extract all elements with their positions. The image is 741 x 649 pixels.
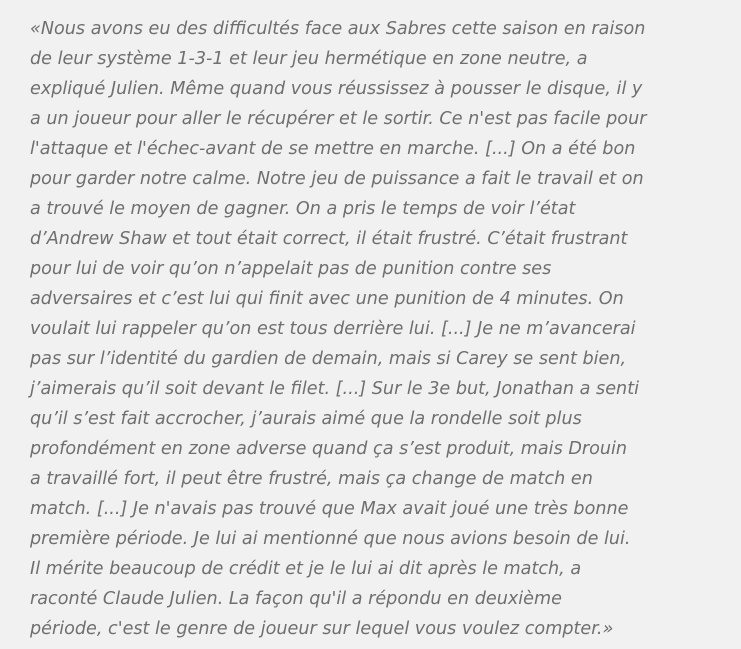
quote-line: pas sur l’identité du gardien de demain, mais si Carey se sent bien, — [30, 349, 627, 369]
quote-line: l'attaque et l'échec-avant de se mettre en marche. [...] On a été bon — [30, 139, 636, 159]
quote-line: de leur système 1-3-1 et leur jeu hermétique en zone neutre, a — [30, 49, 588, 69]
quote-line: première période. Je lui ai mentionné que nous avions besoin de lui. — [30, 529, 631, 549]
quote-block — [30, 14, 730, 644]
quote-line: pour garder notre calme. Notre jeu de puissance a fait le travail et on — [30, 169, 644, 189]
quote-line: match. [...] Je n'avais pas trouvé que Max avait joué une très bonne — [30, 499, 629, 519]
quote-line: a un joueur pour aller le récupérer et le sortir. Ce n'est pas facile pour — [30, 109, 647, 129]
quote-line: a travaillé fort, il peut être frustré, mais ça change de match en — [30, 469, 593, 489]
quote-line: qu’il s’est fait accrocher, j’aurais aimé que la rondelle soit plus — [30, 409, 582, 429]
quote-line: j’aimerais qu’il soit devant le filet. [...] Sur le 3e but, Jonathan a senti — [30, 379, 639, 399]
quote-line: voulait lui rappeler qu’on est tous derrière lui. [...] Je ne m’avancerai — [30, 319, 636, 339]
quote-line: pour lui de voir qu’on n’appelait pas de punition contre ses — [30, 259, 552, 279]
quote-line: profondément en zone adverse quand ça s’est produit, mais Drouin — [30, 439, 628, 459]
quote-line: raconté Claude Julien. La façon qu'il a répondu en deuxième — [30, 589, 562, 609]
quote-line: expliqué Julien. Même quand vous réussissez à pousser le disque, il y — [30, 79, 643, 99]
quote-line: Il mérite beaucoup de crédit et je le lui ai dit après le match, a — [30, 559, 582, 579]
quote-line: d’Andrew Shaw et tout était correct, il était frustré. C’était frustrant — [30, 229, 628, 249]
quote-line: a trouvé le moyen de gagner. On a pris le temps de voir l’état — [30, 199, 576, 219]
quote-line: adversaires et c’est lui qui finit avec une punition de 4 minutes. On — [30, 289, 624, 309]
quote-line: «Nous avons eu des difficultés face aux Sabres cette saison en raison — [30, 19, 646, 39]
quote-line: période, c'est le genre de joueur sur lequel vous voulez compter.» — [30, 619, 614, 639]
